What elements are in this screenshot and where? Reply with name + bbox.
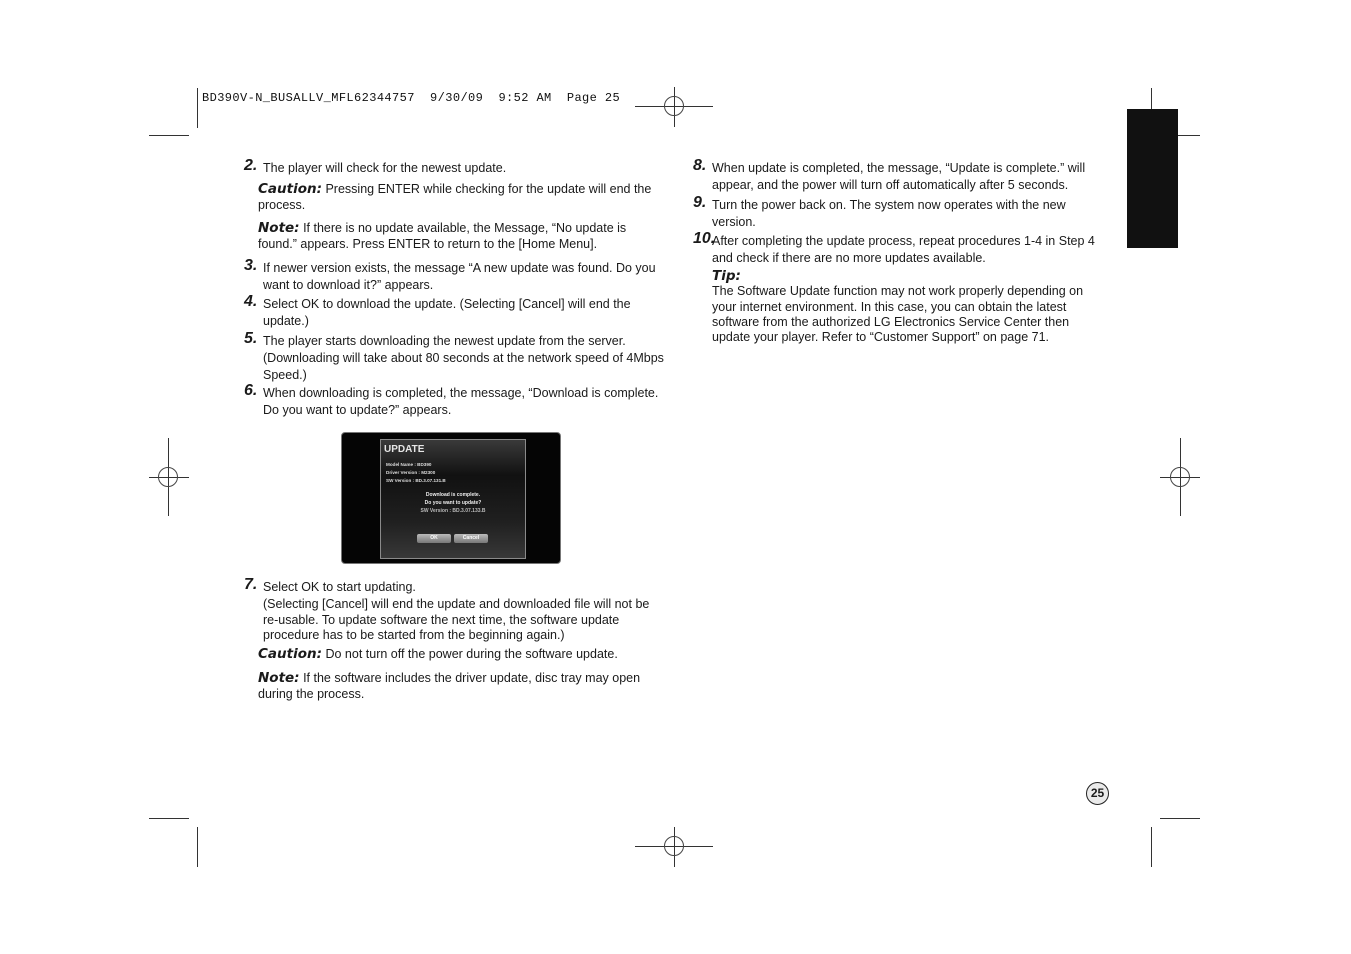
step-text: Select OK to download the update. (Selecting [Cancel] will end the update.) xyxy=(263,297,631,328)
step-number: 8. xyxy=(693,157,707,174)
crop-mark xyxy=(197,88,198,128)
caution-1 xyxy=(258,181,663,213)
registration-mark xyxy=(664,836,684,856)
tip-text: The Software Update function may not work properly depending on your internet environment. In this case, you can obtain the latest software from the authorized LG Electronics Service Center then update your player. Refer to “Customer Support” on page 71. xyxy=(712,284,1084,345)
note-2 xyxy=(258,670,663,702)
dialog-sw-version: SW Version : BD.3.07.133.B xyxy=(420,508,486,514)
note-text: If there is no update available, the Message, “No update is found.” appears. Press ENTER to return to the [Home Menu]. xyxy=(258,221,627,251)
dialog-message: Download is complete. xyxy=(425,492,481,498)
crop-mark xyxy=(197,827,198,867)
caution-2 xyxy=(258,646,663,662)
update-dialog xyxy=(380,439,526,559)
ok-button[interactable]: OK xyxy=(417,534,451,543)
tip-label: Tip: xyxy=(712,268,741,284)
model-name: Model Name : BD390 xyxy=(386,462,432,467)
step-text: The player starts downloading the newest update from the server. (Downloading will take about 80 seconds at the network speed of 4Mbps Speed.) xyxy=(263,334,664,382)
step-text: The player will check for the newest update. xyxy=(263,161,507,175)
step-number: 9. xyxy=(693,194,707,211)
note-label: Note: xyxy=(258,220,300,236)
step-text: Select OK to start updating. xyxy=(263,580,416,594)
cancel-button[interactable]: Cancel xyxy=(454,534,488,543)
tip xyxy=(712,269,1107,345)
step-7-detail: (Selecting [Cancel] will end the update and downloaded file will not be re-usable. To update software the next time, the software update procedure has to be started from the beginning again.) xyxy=(263,597,650,642)
registration-mark xyxy=(664,96,684,116)
registration-mark xyxy=(1170,467,1190,487)
note-1 xyxy=(258,220,663,252)
driver-version: Driver Version : M2300 xyxy=(386,470,436,475)
caution-text: Pressing ENTER while checking for the update will end the process. xyxy=(258,182,652,212)
step-text: When downloading is completed, the message, “Download is complete. Do you want to update?” appears. xyxy=(263,386,659,417)
sw-version: SW Version : BD.3.07.131.B xyxy=(386,478,446,483)
step-number: 4. xyxy=(244,293,258,310)
step-text: If newer version exists, the message “A new update was found. Do you want to download it?” appears. xyxy=(263,261,656,292)
note-text: If the software includes the driver update, disc tray may open during the process. xyxy=(258,671,641,701)
dialog-title: UPDATE xyxy=(384,444,425,455)
step-text: Turn the power back on. The system now operates with the new version. xyxy=(712,198,1066,229)
step-number: 6. xyxy=(244,382,258,399)
registration-mark xyxy=(158,467,178,487)
step-number: 7. xyxy=(244,576,258,593)
crop-mark xyxy=(1160,818,1200,819)
step-number: 10. xyxy=(693,230,716,247)
print-header: BD390V-N_BUSALLV_MFL62344757 9/30/09 9:52 AM Page 25 xyxy=(202,91,621,105)
step-number: 2. xyxy=(244,157,258,174)
step-text: After completing the update process, repeat procedures 1-4 in Step 4 and check if there are no more updates available. xyxy=(712,234,1095,265)
step-number: 5. xyxy=(244,330,258,347)
step-text: When update is completed, the message, “Update is complete.” will appear, and the power will turn off automatically after 5 seconds. xyxy=(712,161,1086,192)
page-number: 25 xyxy=(1086,782,1109,805)
dialog-question: Do you want to update? xyxy=(424,500,482,506)
step-number: 3. xyxy=(244,257,258,274)
caution-label: Caution: xyxy=(258,646,322,662)
update-screen-image xyxy=(341,432,561,564)
crop-mark xyxy=(149,818,189,819)
note-label: Note: xyxy=(258,670,300,686)
crop-mark xyxy=(149,135,189,136)
caution-text: Do not turn off the power during the software update. xyxy=(322,647,618,661)
caution-label: Caution: xyxy=(258,181,322,197)
section-tab xyxy=(1127,109,1178,248)
crop-mark xyxy=(1151,827,1152,867)
